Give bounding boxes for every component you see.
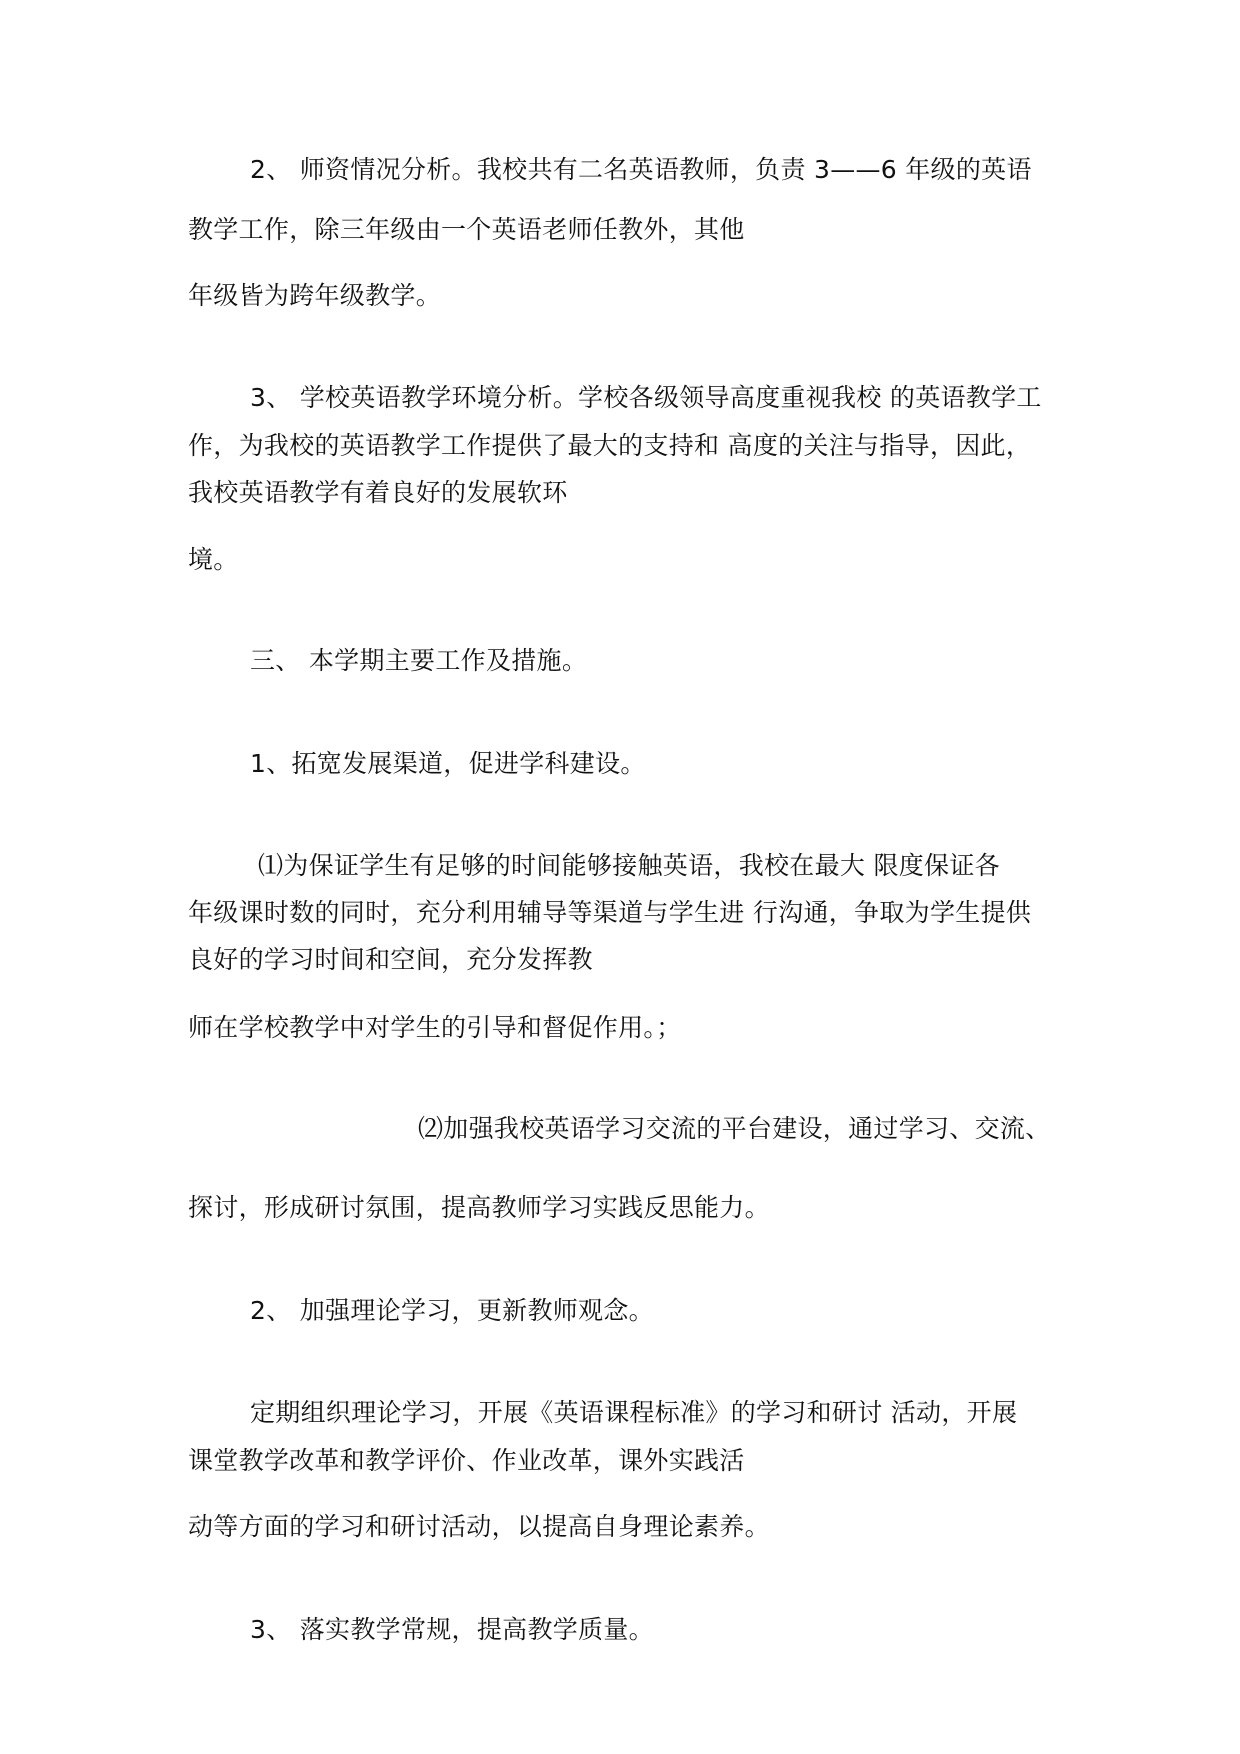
p1-line3: 年级皆为跨年级教学。	[188, 281, 442, 310]
p3-line3: 良好的学习时间和空间，充分发挥教	[188, 945, 593, 974]
p3-line1: ⑴为保证学生有足够的时间能够接触英语，我校在最大 限度保证各	[258, 851, 1000, 880]
item-2-heading: 2、 加强理论学习，更新教师观念。	[250, 1296, 654, 1325]
p3-line4: 师在学校教学中对学生的引导和督促作用。；	[188, 1013, 682, 1042]
p4-line1: ⑵加强我校英语学习交流的平台建设，通过学习、交流、	[418, 1114, 1051, 1143]
p4-line2: 探讨，形成研讨氛围，提高教师学习实践反思能力。	[188, 1193, 770, 1222]
p5-line1: 定期组织理论学习，开展《英语课程标准》的学习和研讨 活动，开展	[250, 1398, 1018, 1427]
section-heading-3: 三、 本学期主要工作及措施。	[250, 646, 588, 675]
p1-line2: 教学工作，除三年级由一个英语老师任教外，其他	[188, 215, 745, 244]
item-1-heading: 1、拓宽发展渠道，促进学科建设。	[250, 749, 646, 778]
p2-line1: 3、 学校英语教学环境分析。学校各级领导高度重视我校 的英语教学工	[250, 383, 1042, 412]
p1-line1: 2、 师资情况分析。我校共有二名英语教师，负责 3——6 年级的英语	[250, 155, 1032, 184]
p5-line2: 课堂教学改革和教学评价、作业改革，课外实践活	[188, 1446, 745, 1475]
p2-line4: 境。	[188, 545, 239, 574]
p2-line2: 作，为我校的英语教学工作提供了最大的支持和 高度的关注与指导，因此，	[188, 431, 1032, 460]
p3-line2: 年级课时数的同时，充分利用辅导等渠道与学生进 行沟通，争取为学生提供	[188, 898, 1032, 927]
p5-line3: 动等方面的学习和研讨活动，以提高自身理论素养。	[188, 1512, 770, 1541]
p2-line3: 我校英语教学有着良好的发展软环	[188, 478, 568, 507]
item-3-heading: 3、 落实教学常规，提高教学质量。	[250, 1615, 654, 1644]
